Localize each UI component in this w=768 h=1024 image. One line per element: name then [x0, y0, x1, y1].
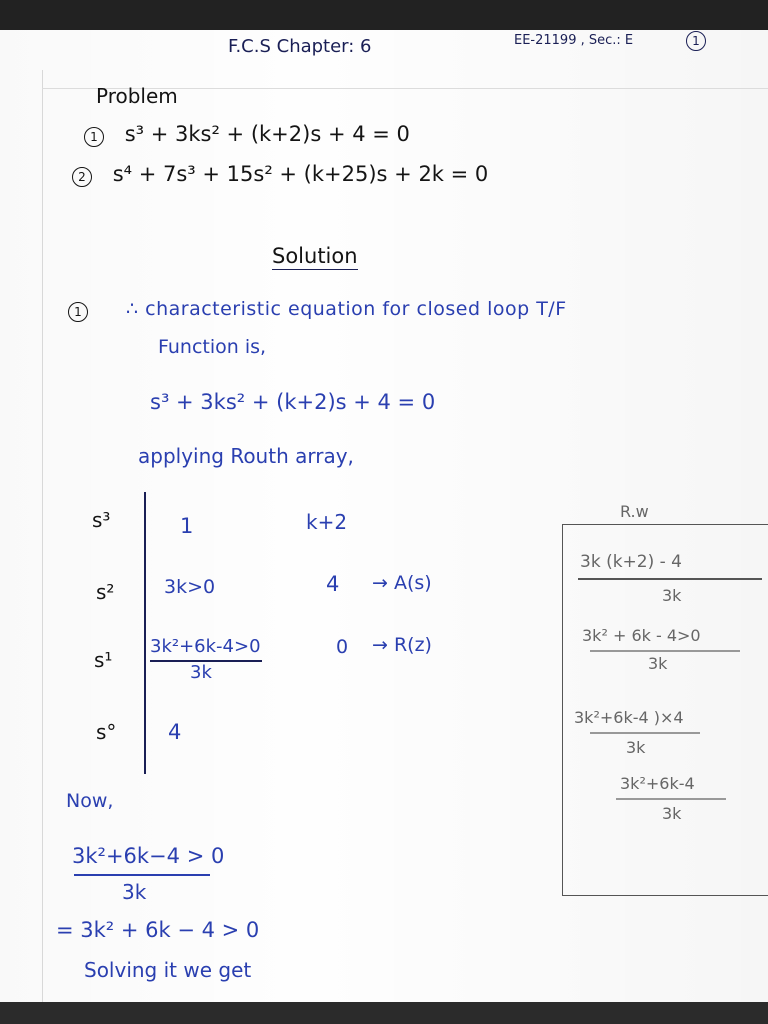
now-fraction-numerator: 3k²+6k−4 > 0 — [72, 844, 225, 868]
now-line2: Solving it we get — [84, 958, 252, 982]
routh-row-s0-c1: 4 — [168, 720, 182, 744]
routh-row-s1-numerator: 3k²+6k-4>0 — [150, 636, 261, 657]
rough-work-3-denominator: 3k — [626, 738, 646, 757]
rough-work-4-bar — [616, 798, 726, 800]
rough-work-2-denominator: 3k — [648, 654, 668, 673]
routh-row-s0-power: s° — [96, 720, 117, 744]
problem-item-1-number: 1 — [84, 127, 104, 147]
problem-heading: Problem — [96, 84, 178, 108]
routh-array-divider — [144, 492, 146, 774]
routh-row-s1-denominator: 3k — [190, 662, 212, 683]
rough-work-3-bar — [590, 732, 700, 734]
page-number-value: 1 — [686, 31, 706, 51]
page-number — [686, 31, 706, 51]
now-fraction-denominator: 3k — [122, 880, 147, 904]
problem-item-2 — [72, 164, 488, 187]
rough-work-3-numerator: 3k²+6k-4 )×4 — [574, 708, 684, 727]
rough-work-title: R.w — [620, 502, 649, 521]
margin-line — [42, 70, 43, 1020]
characteristic-equation: s³ + 3ks² + (k+2)s + 4 = 0 — [150, 390, 436, 414]
problem-item-2-equation: s⁴ + 7s³ + 15s² + (k+25)s + 2k = 0 — [112, 162, 489, 186]
rough-work-1-numerator: 3k (k+2) - 4 — [580, 552, 682, 572]
solution-intro-line1: ∴ characteristic equation for closed loop T/F — [126, 298, 567, 320]
solution-heading: Solution — [272, 244, 358, 268]
rough-work-2-numerator: 3k² + 6k - 4>0 — [582, 626, 701, 645]
routh-row-s2-power: s² — [96, 580, 115, 604]
bottom-dark-border — [0, 1002, 768, 1024]
solution-number — [68, 302, 88, 322]
rough-work-2-bar — [590, 650, 740, 652]
rough-work-1-denominator: 3k — [662, 586, 682, 605]
rough-work-1-bar — [578, 578, 762, 580]
notebook-page — [0, 30, 768, 1002]
routh-label: applying Routh array, — [138, 444, 354, 468]
routh-row-s2-c1: 3k>0 — [164, 576, 216, 598]
routh-row-s1-power: s¹ — [94, 648, 113, 672]
problem-item-1 — [84, 124, 410, 147]
now-fraction-bar — [74, 874, 210, 876]
problem-item-2-number: 2 — [72, 167, 92, 187]
top-dark-border — [0, 0, 768, 30]
routh-row-s1-c2: 0 — [336, 636, 349, 658]
rough-work-4-denominator: 3k — [662, 804, 682, 823]
routh-row-s2-note: → A(s) — [372, 572, 432, 594]
rough-work-4-numerator: 3k²+6k-4 — [620, 774, 695, 793]
routh-row-s1-note: → R(z) — [372, 634, 432, 656]
routh-row-s3-power: s³ — [92, 508, 111, 532]
page-title: F.C.S Chapter: 6 — [228, 36, 372, 57]
roll-number: EE-21199 , Sec.: E — [514, 33, 634, 48]
now-line1: = 3k² + 6k − 4 > 0 — [56, 918, 260, 942]
now-label: Now, — [66, 790, 114, 812]
routh-row-s3-c1: 1 — [180, 514, 194, 538]
routh-row-s3-c2: k+2 — [306, 510, 348, 534]
problem-item-1-equation: s³ + 3ks² + (k+2)s + 4 = 0 — [124, 122, 410, 146]
solution-intro-line2: Function is, — [158, 336, 267, 358]
solution-number-value: 1 — [68, 302, 88, 322]
routh-row-s2-c2: 4 — [326, 572, 340, 596]
